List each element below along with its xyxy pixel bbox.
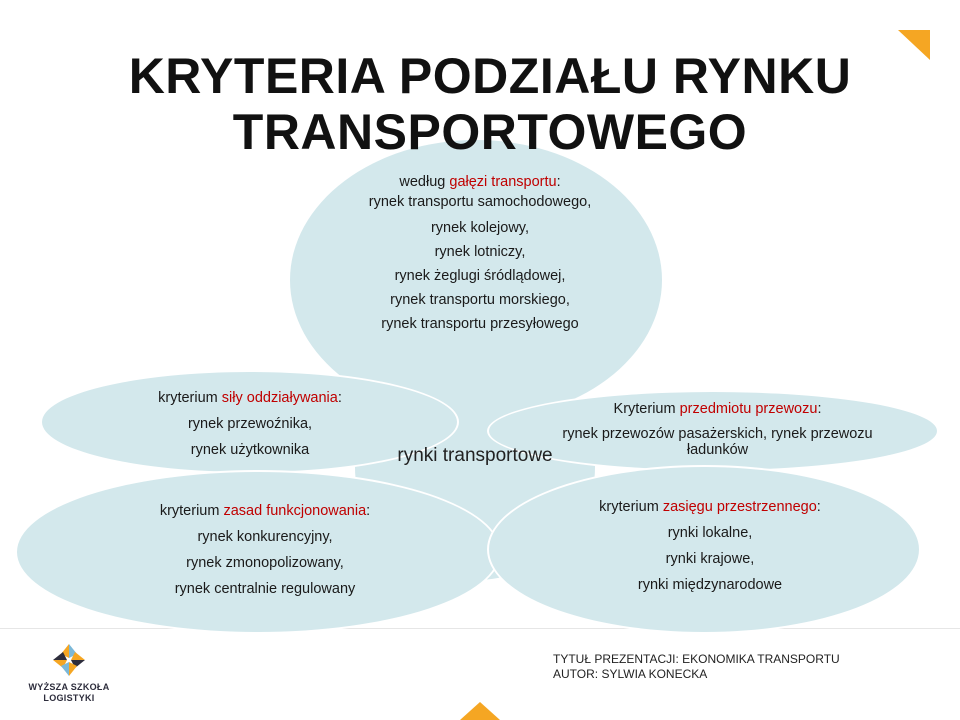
list-item: rynek przewozów pasażerskich, rynek przewozu ładunków: [562, 426, 873, 458]
transport-subject-text: [530, 398, 905, 458]
logo-line-2: LOGISTYKI: [43, 693, 95, 703]
list-item: rynek centralnie regulowany: [174, 581, 356, 597]
presentation-title: TYTUŁ PREZENTACJI: EKONOMIKA TRANSPORTU: [553, 652, 840, 666]
criterion-heading: kryterium zasad funkcjonowania:: [159, 503, 371, 519]
list-item: rynek transportu morskiego,: [390, 292, 570, 308]
presentation-info: [553, 652, 840, 682]
list-item: rynki międzynarodowe: [637, 577, 783, 593]
list-item: rynek przewoźnika,: [187, 416, 313, 432]
operating-rules-text: [60, 498, 470, 602]
slide-title: KRYTERIA PODZIAŁU RYNKU TRANSPORTOWEGO: [128, 48, 852, 160]
list-item: rynek żeglugi śródlądowej,: [394, 268, 566, 284]
criterion-heading: kryterium zasięgu przestrzennego:: [599, 499, 821, 515]
criterion-heading: według gałęzi transportu:: [399, 174, 561, 190]
criterion-heading: Kryterium przedmiotu przewozu:: [613, 401, 822, 417]
spatial-range-text: [520, 494, 900, 598]
list-item: rynek użytkownika: [190, 442, 310, 458]
transport-branch-text: [320, 170, 640, 336]
list-item: rynki krajowe,: [665, 551, 755, 567]
logo-line-1: WYŻSZA SZKOŁA: [28, 682, 110, 692]
list-item: rynek transportu samochodowego,: [368, 194, 592, 210]
criterion-heading: kryterium siły oddziaływania:: [158, 390, 342, 406]
list-item: rynek zmonopolizowany,: [186, 555, 344, 571]
list-item: rynek lotniczy,: [434, 244, 526, 260]
list-item: rynki lokalne,: [667, 525, 753, 541]
list-item: rynek kolejowy,: [430, 220, 530, 236]
bottom-triangle-icon: [456, 700, 504, 720]
impact-force-text: [60, 385, 440, 463]
list-item: rynek konkurencyjny,: [197, 529, 333, 545]
list-item: rynek transportu przesyłowego: [381, 316, 579, 332]
footer-divider: [0, 628, 960, 629]
logo-text: [14, 682, 124, 704]
presentation-author: AUTOR: SYLWIA KONECKA: [553, 667, 708, 681]
center-label: rynki transportowe: [397, 445, 553, 466]
